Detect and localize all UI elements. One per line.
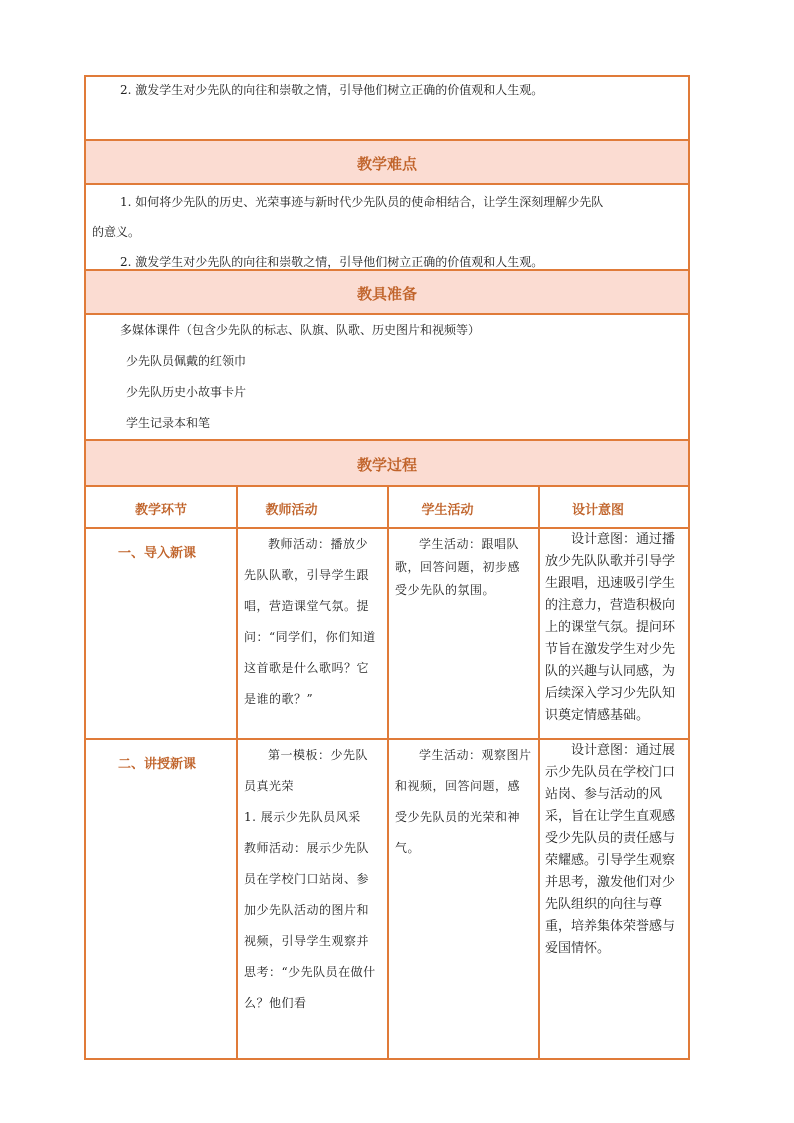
- divider: [86, 313, 688, 315]
- column-header-teacher: 教师活动: [265, 503, 318, 518]
- section-title-process: 教学过程: [356, 456, 417, 474]
- design-intent: 设计意图：通过播放少先队队歌并引导学生跟唱，迅速吸引学生的注意力，营造积极向上的课堂气氛。提问环节旨在激发学生对少先队的兴趣与认同感，为后续深入学习少先队知识奠定情感基础。: [545, 532, 676, 723]
- student-activity: 学生活动：跟唱队歌，回答问题，初步感受少先队的氛围。: [395, 537, 521, 597]
- section-title-materials: 教具准备: [356, 285, 417, 303]
- column-divider: [538, 485, 540, 1058]
- column-divider: [236, 485, 238, 1058]
- column-header-student: 学生活动: [421, 503, 474, 518]
- difficulty-item-1: 1. 如何将少先队的历史、光荣事迹与新时代少先队员的使命相结合，让学生深刻理解少先队: [120, 195, 604, 209]
- divider: [86, 183, 688, 185]
- material-item: 学生记录本和笔: [126, 416, 211, 430]
- difficulty-item-2: 2. 激发学生对少先队的向往和崇敬之情，引导他们树立正确的价值观和人生观。: [120, 255, 544, 269]
- section-title-difficulty: 教学难点: [356, 155, 417, 173]
- design-intent: 设计意图：通过展示少先队员在学校门口站岗、参与活动的风采，旨在让学生直观感受少先队员的责任感与荣耀感。引导学生观察并思考，激发他们对少先队组织的向往与尊重，培养集体荣誉感与爱国情怀。: [545, 743, 676, 956]
- material-item: 少先队员佩戴的红领巾: [126, 354, 247, 368]
- lesson-plan-table: [84, 75, 690, 1060]
- student-activity: 学生活动：观察图片和视频，回答问题，感受少先队员的光荣和神气。: [395, 748, 532, 855]
- column-divider: [387, 485, 389, 1058]
- column-header-intent: 设计意图: [571, 503, 624, 518]
- stage-label: 一、导入新课: [118, 546, 197, 561]
- teacher-activity: 第一模板：少先队员真光荣 1. 展示少先队员风采 教师活动：展示少先队员在学校门口站岗、参加少先队活动的图片和视频，引导学生观察并思考：“少先队员在做什么？他们看: [244, 748, 376, 1010]
- objective-item-2: 2. 激发学生对少先队的向往和崇敬之情，引导他们树立正确的价值观和人生观。: [120, 83, 544, 97]
- material-item: 少先队历史小故事卡片: [126, 385, 247, 399]
- stage-label: 二、讲授新课: [118, 757, 197, 772]
- column-header-stage: 教学环节: [134, 503, 187, 518]
- teacher-activity: 教师活动：播放少先队队歌，引导学生跟唱，营造课堂气氛。提问：“同学们，你们知道这首歌是什么歌吗？它是谁的歌？”: [244, 537, 376, 706]
- material-item: 多媒体课件（包含少先队的标志、队旗、队歌、历史图片和视频等）: [120, 323, 481, 337]
- difficulty-item-1-cont: 的意义。: [92, 225, 141, 239]
